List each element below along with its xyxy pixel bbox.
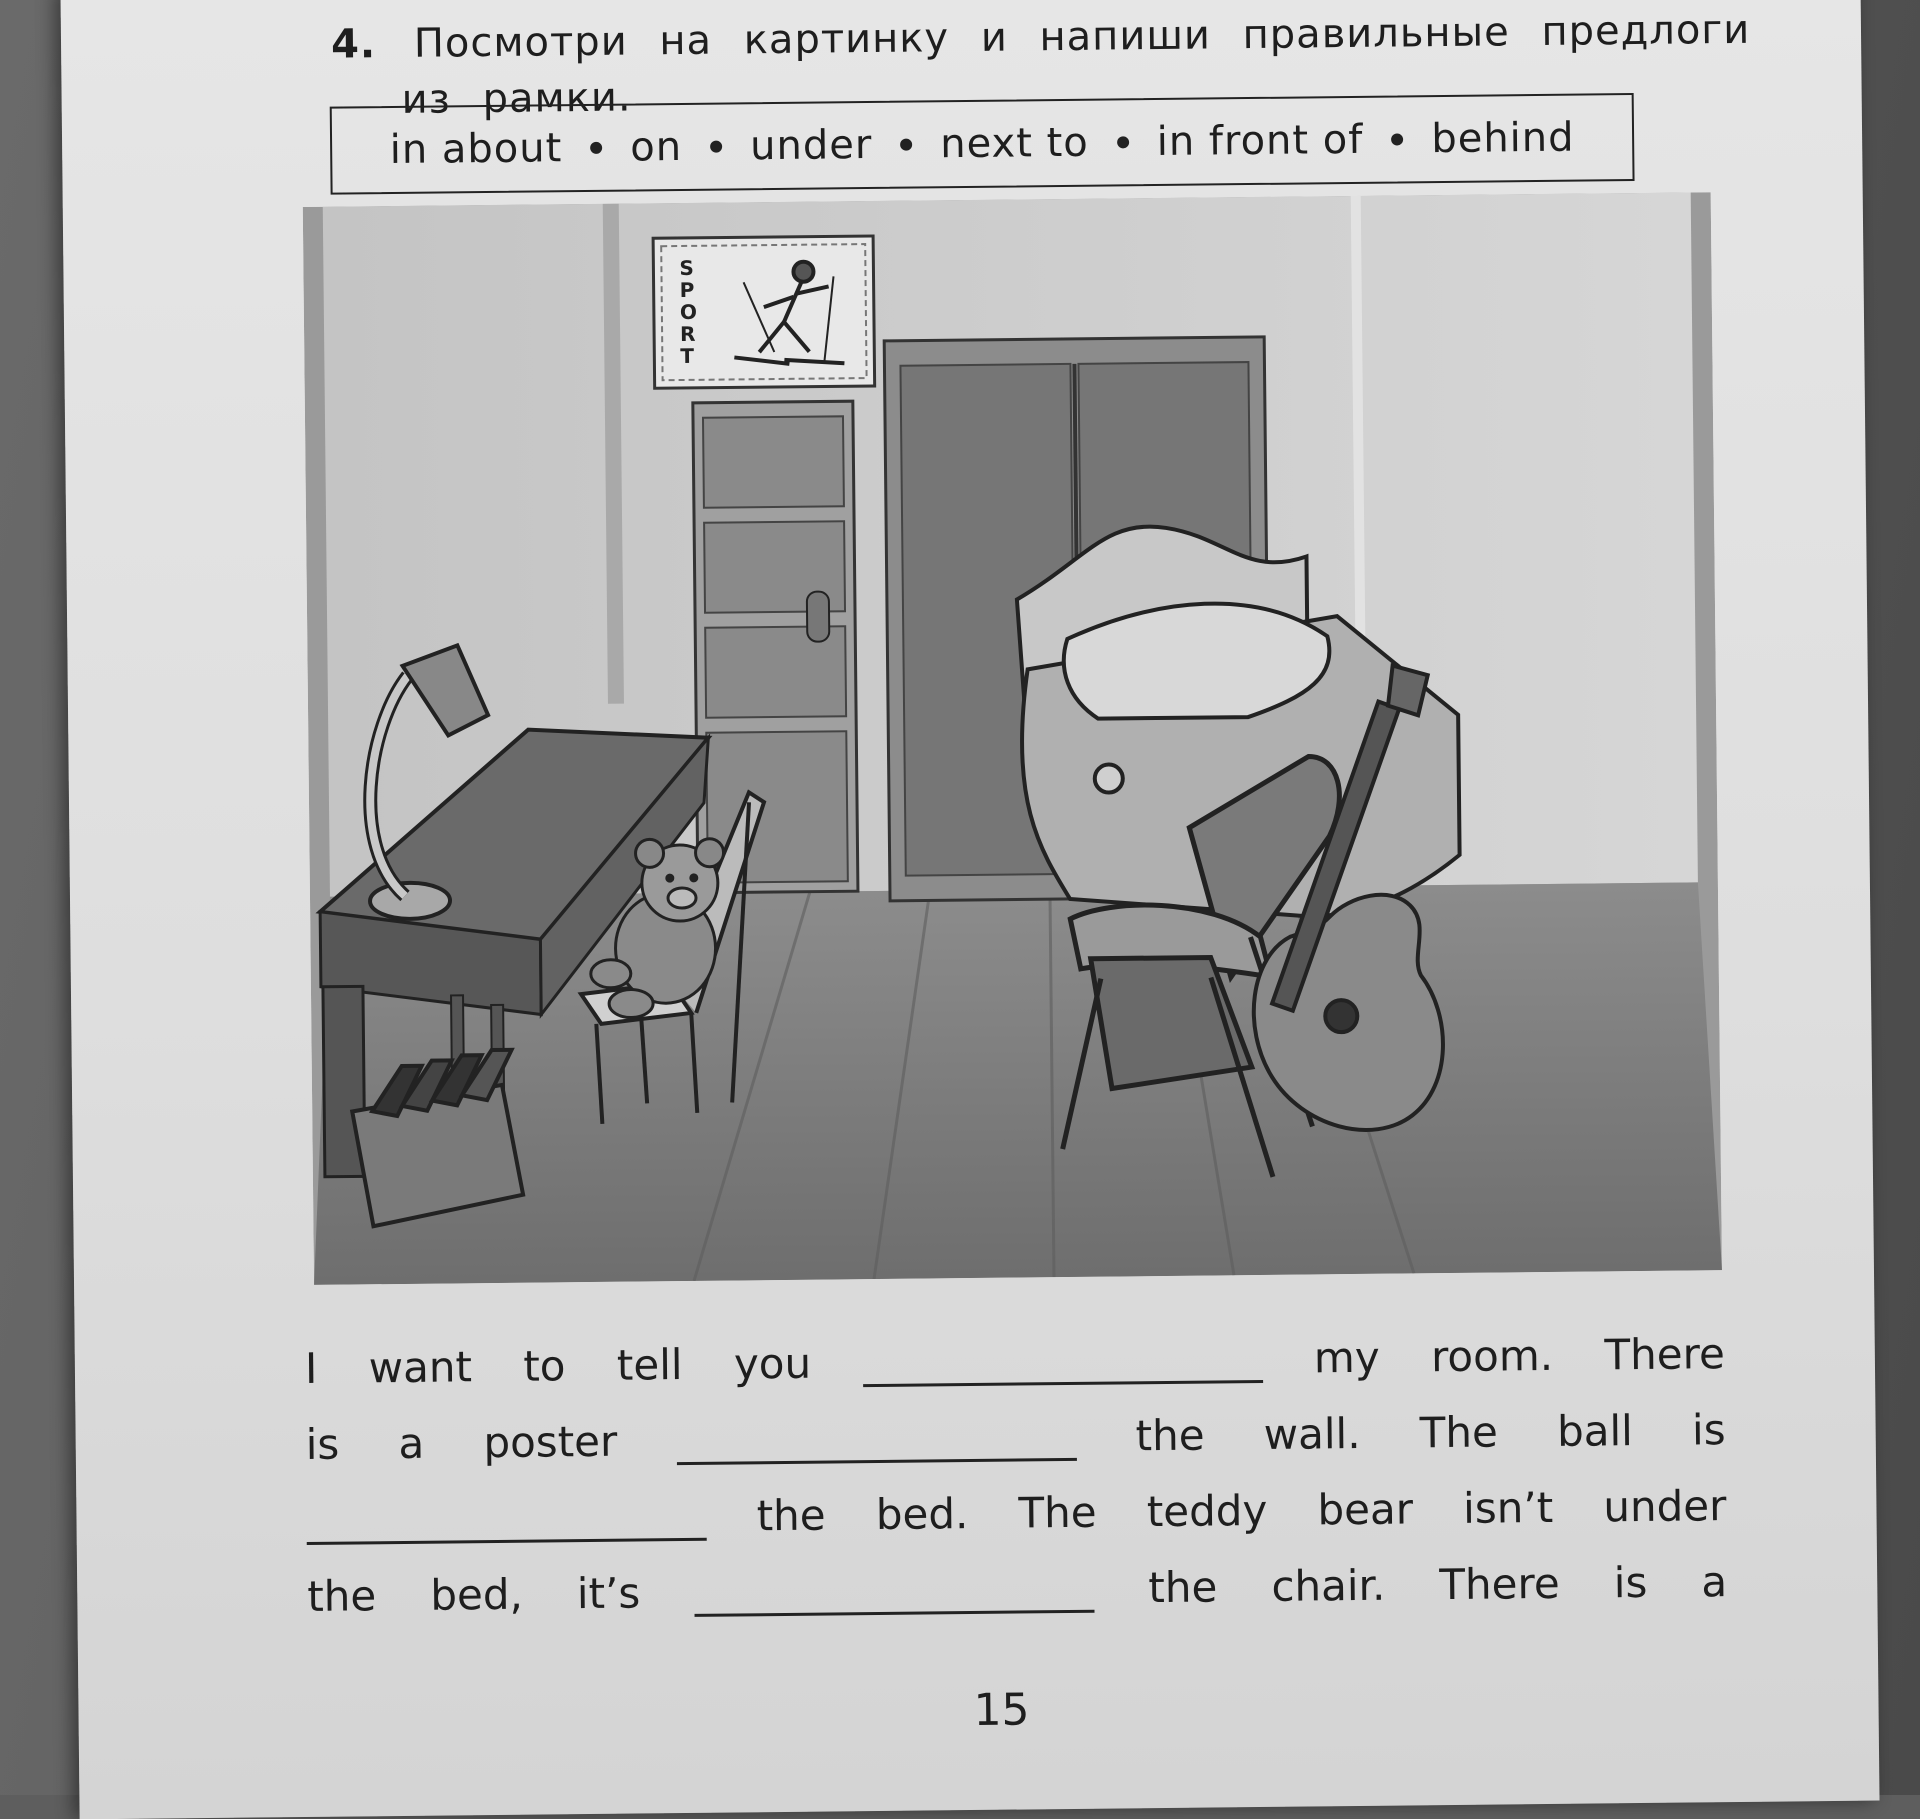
exercise-line-4 [307, 1530, 1728, 1621]
word-in-about: in about [389, 125, 563, 174]
bullet-dot [1117, 136, 1129, 148]
text-word: is [1691, 1405, 1726, 1455]
text-word: the [756, 1490, 826, 1541]
answer-blank-3[interactable] [306, 1502, 706, 1545]
text-word: my [1313, 1332, 1380, 1383]
workbook-page [60, 0, 1879, 1819]
poster-letter: P [679, 277, 695, 303]
text-word: poster [483, 1416, 618, 1468]
word-behind: behind [1431, 114, 1575, 163]
door-handle [807, 591, 830, 641]
answer-blank-1[interactable] [862, 1344, 1262, 1387]
text-word: the [1148, 1562, 1218, 1613]
word-under: under [749, 121, 873, 170]
exercise-line-1 [304, 1302, 1725, 1393]
text-word: There [1604, 1329, 1726, 1380]
task-text-line1: Посмотри на картинку и напиши правильные предлоги [413, 6, 1751, 67]
text-word: it’s [576, 1568, 641, 1619]
text-word: to [523, 1341, 566, 1391]
bullet-dot [900, 139, 912, 151]
text-word: bear [1317, 1484, 1414, 1535]
bullet-dot [590, 142, 602, 154]
word-on: on [630, 123, 683, 171]
text-word: I [304, 1343, 318, 1393]
text-word: tell [616, 1340, 683, 1390]
text-word: room. [1430, 1330, 1554, 1382]
text-word: want [368, 1342, 473, 1393]
bullet-dot [710, 141, 722, 153]
ball [1095, 764, 1123, 792]
text-word: ball [1556, 1406, 1634, 1456]
text-word: wall. [1263, 1408, 1361, 1459]
text-word: is [1613, 1557, 1648, 1608]
exercise-line-3 [306, 1454, 1727, 1545]
poster-letter: R [679, 321, 696, 347]
poster-letter: O [679, 299, 698, 325]
word-next-to: next to [940, 119, 1089, 168]
text-word: The [1419, 1407, 1499, 1458]
text-word: bed, [430, 1569, 524, 1620]
sport-poster [653, 236, 875, 388]
text-word: you [733, 1338, 812, 1389]
text-word: isn’t [1462, 1482, 1554, 1533]
text-word: bed. [875, 1489, 969, 1540]
text-word: chair. [1271, 1560, 1386, 1611]
text-word: The [1018, 1487, 1097, 1538]
word-box [330, 93, 1635, 195]
text-word: under [1603, 1481, 1727, 1532]
word-in-front-of: in front of [1156, 116, 1364, 166]
text-word: the [307, 1571, 377, 1621]
door [693, 401, 858, 893]
text-word: a [1701, 1557, 1728, 1607]
answer-blank-2[interactable] [676, 1422, 1076, 1465]
page-number: 15 [973, 1684, 1030, 1737]
answer-blank-4[interactable] [694, 1574, 1094, 1617]
text-word: a [398, 1418, 425, 1469]
task-number: 4. [330, 21, 377, 68]
exercise-text [304, 1302, 1727, 1621]
bullet-dot [1391, 133, 1403, 145]
text-word: There [1439, 1558, 1560, 1610]
text-word: is [305, 1419, 340, 1469]
text-word: teddy [1146, 1485, 1268, 1537]
room-illustration [303, 192, 1722, 1285]
task-text-line2: из рамки. [401, 74, 632, 123]
poster-letter: T [680, 343, 695, 369]
poster-letter: S [679, 255, 694, 281]
text-word: the [1135, 1410, 1205, 1461]
